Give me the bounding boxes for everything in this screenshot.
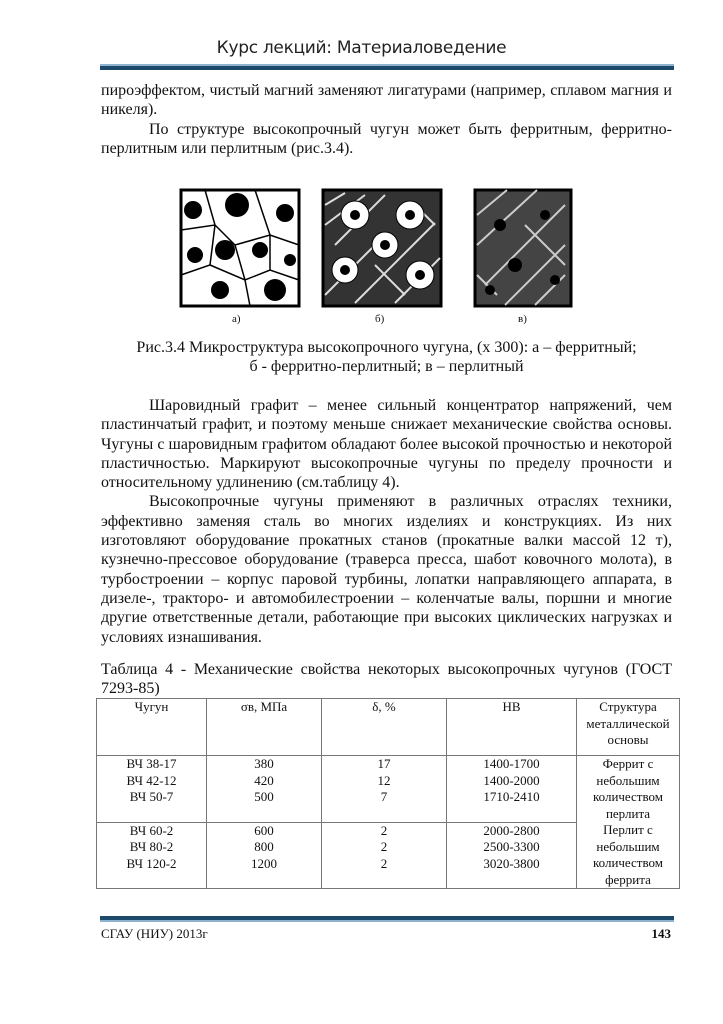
table-row	[97, 822, 680, 889]
figure-label-c: в)	[518, 313, 527, 325]
cell-sigma: 600 800 1200	[207, 822, 322, 889]
table-header-row	[97, 699, 680, 756]
cell-sigma: 380 420 500	[207, 756, 322, 823]
paragraph-3: Шаровидный графит – менее сильный концентратор напряжений, чем пластинчатый графит, и поэтому меньше снижает механические свойства основы. Чугуны с шаровидным графитом обладают более высокой прочностью и некоторой пластичностью. Маркируют высокопрочные чугуны по пределу прочности и относительному удлинению (см.таблицу 4).	[101, 397, 672, 492]
figure-label-a: а)	[232, 313, 241, 325]
caption-line-2: б - ферритно-перлитный; в – перлитный	[249, 358, 524, 375]
footer-rule	[100, 916, 674, 922]
microstructure-images	[175, 185, 575, 315]
figure-label-b: б)	[375, 313, 385, 325]
page-number: 143	[651, 926, 671, 941]
figure-caption	[101, 338, 672, 376]
table-row	[97, 756, 680, 823]
cell-structure: Перлит с небольшим количеством феррита	[577, 822, 680, 889]
cell-grades: ВЧ 38-17 ВЧ 42-12 ВЧ 50-7	[97, 756, 207, 823]
paragraph-4: Высокопрочные чугуны применяют в различных отраслях техники, эффективно заменяя сталь во многих изделиях и конструкциях. Из них изготовляют оборудование прокатных станов (прокатные валки массой 12 т), кузнечно-прессовое оборудование (траверса пресса, шабот ковочного молота), в турбостроении – корпус паровой турбины, лопатки направляющего аппарата, в дизеле-, тракторо- и автомобилестроении – коленчатые валы, поршни и многие другие ответственные детали, работающие при высоких циклических нагрузках и условиях изнашивания.	[101, 493, 672, 646]
footer-left: СГАУ (НИУ) 2013г	[101, 926, 208, 941]
body-paragraphs	[101, 396, 672, 647]
micrograph-ferritic	[181, 190, 299, 306]
cell-structure: Феррит с небольшим количеством перлита	[577, 756, 680, 823]
micrograph-pearlitic	[475, 190, 571, 306]
properties-table	[96, 698, 680, 889]
header-rule	[100, 64, 674, 70]
col-header-sigma: σв, МПа	[207, 699, 322, 756]
cell-delta: 17 12 7	[322, 756, 447, 823]
paragraph-1: пироэффектом, чистый магний заменяют лигатурами (например, сплавом магния и никеля).	[101, 82, 672, 119]
page-header-title: Курс лекций: Материаловедение	[216, 38, 507, 58]
col-header-hb: НВ	[447, 699, 577, 756]
figure-microstructure	[175, 185, 575, 327]
col-header-delta: δ, %	[322, 699, 447, 756]
col-header-grade: Чугун	[97, 699, 207, 756]
paragraph-2: По структуре высокопрочный чугун может быть ферритным, ферритно-перлитным или перлитным (рис.3.4).	[101, 120, 672, 157]
paragraph-intro	[101, 81, 672, 158]
cell-hb: 2000-2800 2500-3300 3020-3800	[447, 822, 577, 889]
cell-grades: ВЧ 60-2 ВЧ 80-2 ВЧ 120-2	[97, 822, 207, 889]
table-caption: Таблица 4 - Механические свойства некоторых высокопрочных чугунов (ГОСТ 7293-85)	[101, 661, 672, 697]
cell-delta: 2 2 2	[322, 822, 447, 889]
micrograph-ferritic-pearlitic	[323, 190, 441, 306]
col-header-structure: Структура металлической основы	[577, 699, 680, 756]
cell-hb: 1400-1700 1400-2000 1710-2410	[447, 756, 577, 823]
caption-line-1: Рис.3.4 Микроструктура высокопрочного чугуна, (х 300): а – ферритный;	[136, 339, 637, 356]
